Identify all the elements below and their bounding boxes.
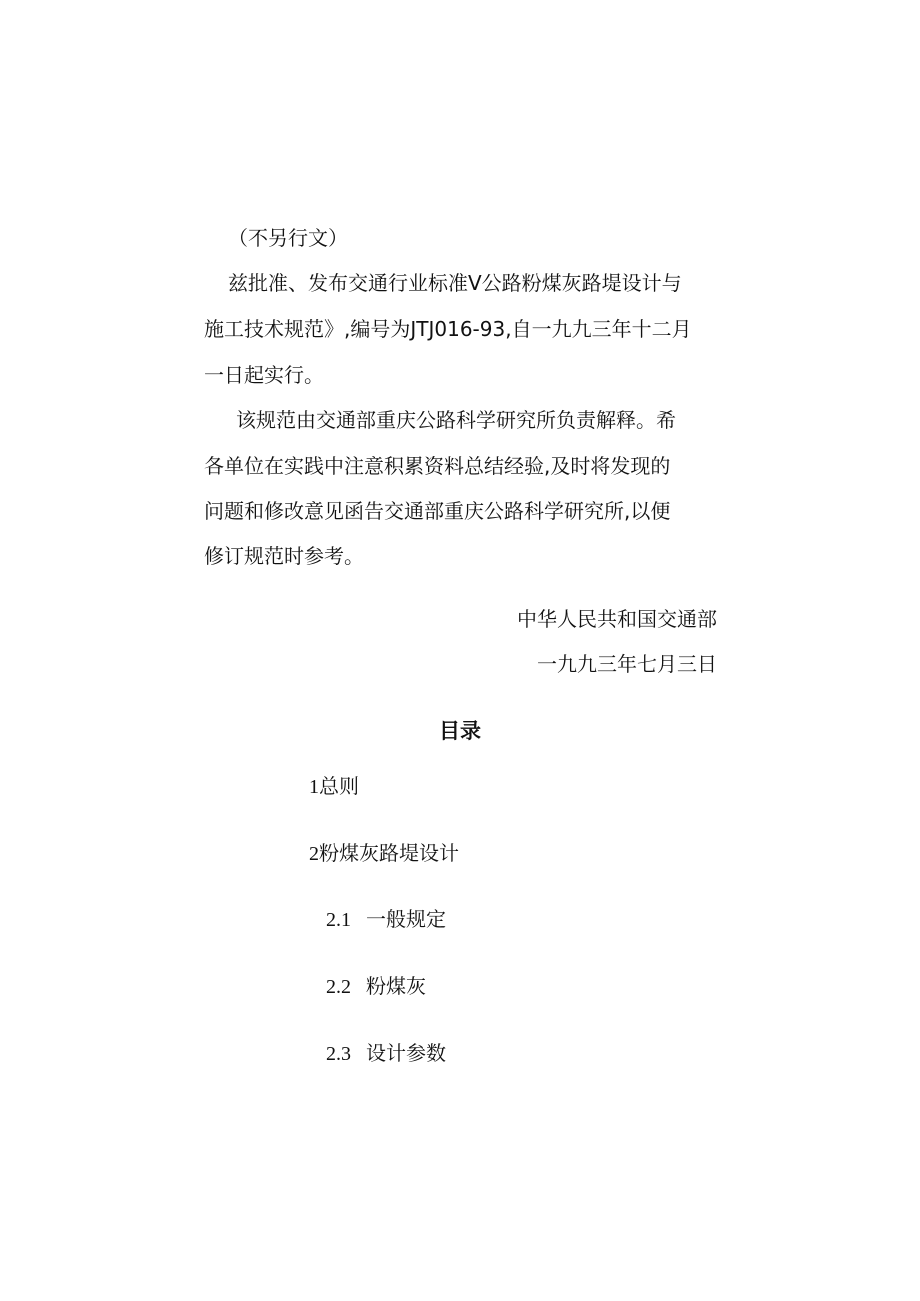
toc-item-label: 总则 xyxy=(319,774,359,798)
toc-subitem-number: 2.2 xyxy=(326,976,351,998)
toc-item[interactable] xyxy=(309,772,359,801)
issuing-authority: 中华人民共和国交通部 xyxy=(517,607,717,631)
toc-title: 目录 xyxy=(439,719,481,743)
issue-date: 一九九三年七月三日 xyxy=(537,652,717,676)
approval-paragraph-line: 施工技术规范》,编号为JTJ016-93,自一九九三年十二月 xyxy=(204,317,692,341)
interpretation-paragraph-line: 问题和修改意见函告交通部重庆公路科学研究所,以便 xyxy=(204,499,671,523)
interpretation-paragraph-line: 该规范由交通部重庆公路科学研究所负责解释。希 xyxy=(236,408,676,432)
toc-subitem-number: 2.3 xyxy=(326,1043,351,1065)
toc-subitem[interactable] xyxy=(326,905,446,934)
toc-item-label: 粉煤灰路堤设计 xyxy=(319,841,459,865)
toc-item-number: 2 xyxy=(309,843,319,865)
interpretation-paragraph-line: 修订规范时参考。 xyxy=(204,544,364,568)
toc-item[interactable] xyxy=(309,839,459,868)
interpretation-paragraph-line: 各单位在实践中注意积累资料总结经验,及时将发现的 xyxy=(204,454,671,478)
toc-subitem-number: 2.1 xyxy=(326,909,351,931)
toc-subitem-label: 设计参数 xyxy=(366,1041,446,1065)
toc-subitem-label: 粉煤灰 xyxy=(366,974,426,998)
toc-subitem[interactable] xyxy=(326,1039,446,1068)
approval-paragraph-line: 兹批准、发布交通行业标准V公路粉煤灰路堤设计与 xyxy=(228,271,682,295)
toc-subitem-label: 一般规定 xyxy=(366,907,446,931)
not-separately-issued-note: （不另行文） xyxy=(228,226,348,250)
approval-paragraph-line: 一日起实行。 xyxy=(204,363,324,387)
toc-subitem[interactable] xyxy=(326,972,426,1001)
toc-item-number: 1 xyxy=(309,776,319,798)
